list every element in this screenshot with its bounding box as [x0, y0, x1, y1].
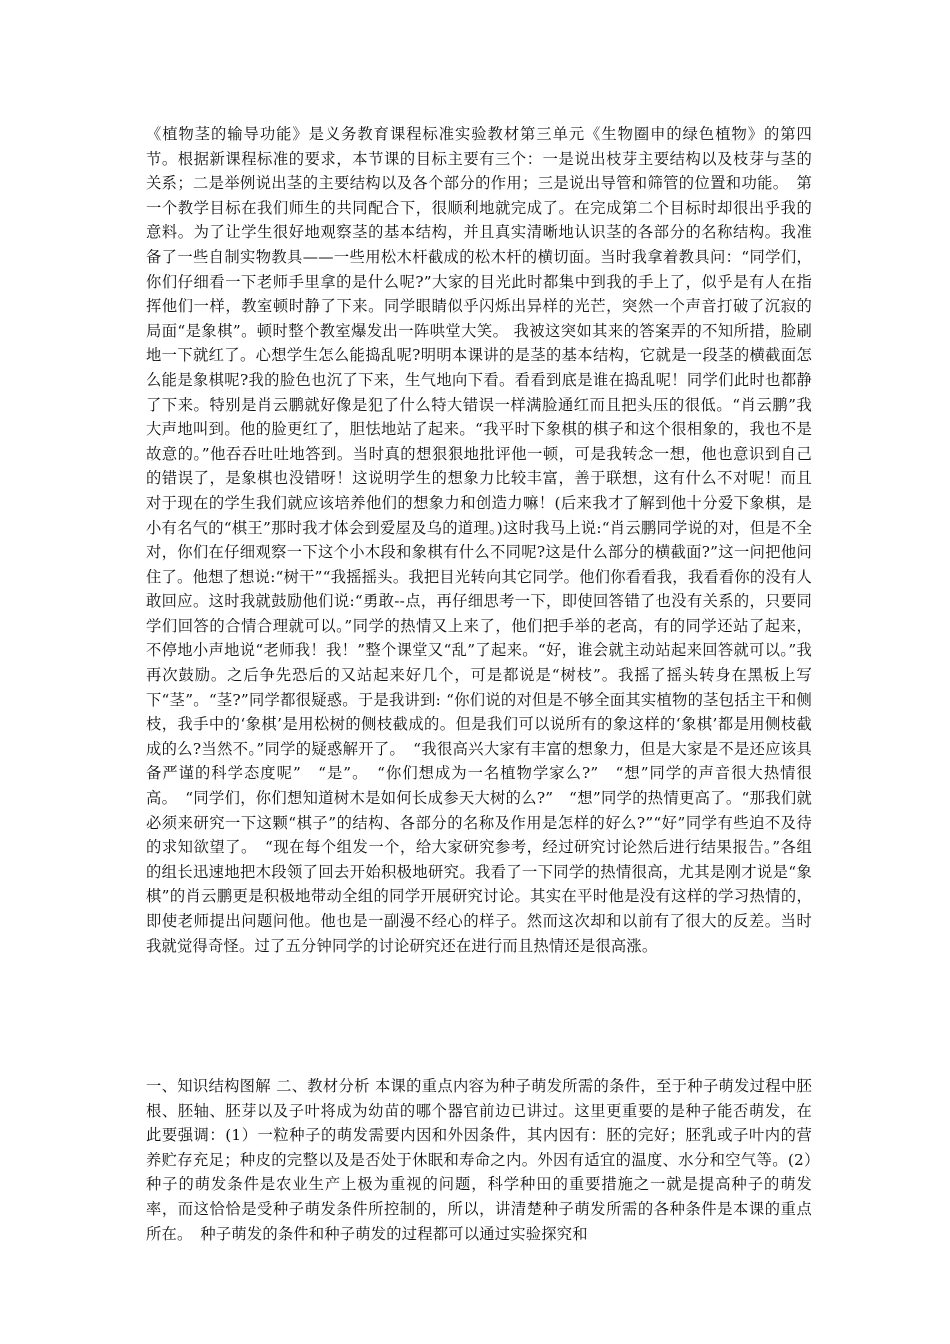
paragraph-textbook-analysis: 一、知识结构图解 二、教材分析 本课的重点内容为种子萌发所需的条件，至于种子萌发过程中胚根、胚轴、胚芽以及子叶将成为幼苗的哪个器官前边已讲过。这里更重要的是种子能否萌发，在此要强调：(1）一粒种子的萌发需要内因和外因条件，其内因有：胚的完好；胚乳或子叶内的营养贮存充足；种皮的完整以及是否处于休眠和寿命之内。外因有适宜的温度、水分和空气等。(2）种子的萌发条件是农业生产上极为重视的问题，科学种田的重要措施之一就是提高种子的萌发率，而这恰恰是受种子萌发条件所控制的，所以，讲清楚种子萌发所需的各种条件是本课的重点所在。 种子萌发的条件和种子萌发的过程都可以通过实验探究和	[146, 1077, 812, 1243]
body-text-section-2	[146, 1074, 812, 1246]
paragraph-lesson-reflection: 《植物茎的输导功能》是义务教育课程标准实验教材第三单元《生物圈申的绿色植物》的第四节。根据新课程标准的要求，本节课的目标主要有三个：一是说出枝芽主要结构以及枝芽与茎的关系；二是举例说出茎的主要结构以及各个部分的作用；三是说出导管和筛管的位置和功能。 第一个教学目标在我们师生的共同配合下，很顺利地就完成了。在完成第二个目标时却很出乎我的意料。为了让学生很好地观察茎的基本结构，并且真实清晰地认识茎的各部分的名称结构。我准备了一些自制实物教具——一些用松木杆截成的松木杆的横切面。当时我拿着教具问：“同学们，你们仔细看一下老师手里拿的是什么呢?”大家的目光此时都集中到我的手上了，似乎是有人在指挥他们一样，教室顿时静了下来。同学眼睛似乎闪烁出异样的光芒，突然一个声音打破了沉寂的局面“是象棋”。顿时整个教室爆发出一阵哄堂大笑。 我被这突如其来的答案弄的不知所措，脸刷地一下就红了。心想学生怎么能捣乱呢?明明本课讲的是茎的基本结构，它就是一段茎的横截面怎么能是象棋呢?我的脸色也沉了下来，生气地向下看。看看到底是谁在捣乱呢！同学们此时也都静了下来。特别是肖云鹏就好像是犯了什么特大错误一样满脸通红而且把头压的很低。“肖云鹏”我大声地叫到。他的脸更红了，胆怯地站了起来。“我平时下象棋的棋子和这个很相象的，我也不是故意的。”他吞吞吐吐地答到。当时真的想狠狠地批评他一顿，可是我转念一想，他也意识到自己的错误了，是象棋也没错呀！这说明学生的想象力比较丰富，善于联想，这有什么不对呢！而且对于现在的学生我们就应该培养他们的想象力和创造力嘛！(后来我才了解到他十分爱下象棋，是小有名气的“棋王”那时我才体会到爱屋及乌的道理。)这时我马上说:“肖云鹏同学说的对，但是不全对，你们在仔细观察一下这个小木段和象棋有什么不同呢?这是什么部分的横截面?”这一问把他问住了。他想了想说:“树干”“我摇摇头。我把目光转向其它同学。他们你看看我，我看看你的没有人敢回应。这时我就鼓励他们说:“勇敢--点，再仔细思考一下，即使回答错了也没有关系的，只要同学们回答的合情合理就可以。”同学的热情又上来了，他们把手举的老高，有的同学还站了起来，不停地小声地说“老师我！我！”整个课堂又“乱”了起来。“好，谁会就主动站起来回答就可以。”我再次鼓励。之后争先恐后的又站起来好几个，可是都说是“树枝”。我摇了摇头转身在黑板上写下“茎”。“茎?”同学都很疑惑。于是我讲到: “你们说的对但是不够全面其实植物的茎包括主干和侧枝，我手中的‘象棋’是用松树的侧枝截成的。但是我们可以说所有的象这样的‘象棋’都是用侧枝截成的么?当然不。”同学的疑惑解开了。 “我很高兴大家有丰富的想象力，但是大家是不是还应该具备严谨的科学态度呢” “是”。 “你们想成为一名植物学家么?” “想”同学的声音很大热情很高。 “同学们，你们想知道树木是如何长成参天大树的么?” “想”同学的热情更高了。“那我们就必须来研究一下这颗“棋子”的结构、各部分的名称及作用是怎样的好么?”“好”同学有些迫不及待的求知欲望了。 “现在每个组发一个，给大家研究参考，经过研究讨论然后进行结果报告。”各组的组长迅速地把木段领了回去开始积极地研究。我看了一下同学的热情很高，尤其是刚才说是“象棋”的肖云鹏更是积极地带动全组的同学开展研究讨论。其实在平时他是没有这样的学习热情的，即使老师提出问题问他。他也是一副漫不经心的样子。然而这次却和以前有了很大的反差。当时我就觉得奇怪。过了五分钟同学的讨论研究还在进行而且热情还是很高涨。	[146, 125, 812, 955]
body-text-section-1	[146, 122, 812, 958]
